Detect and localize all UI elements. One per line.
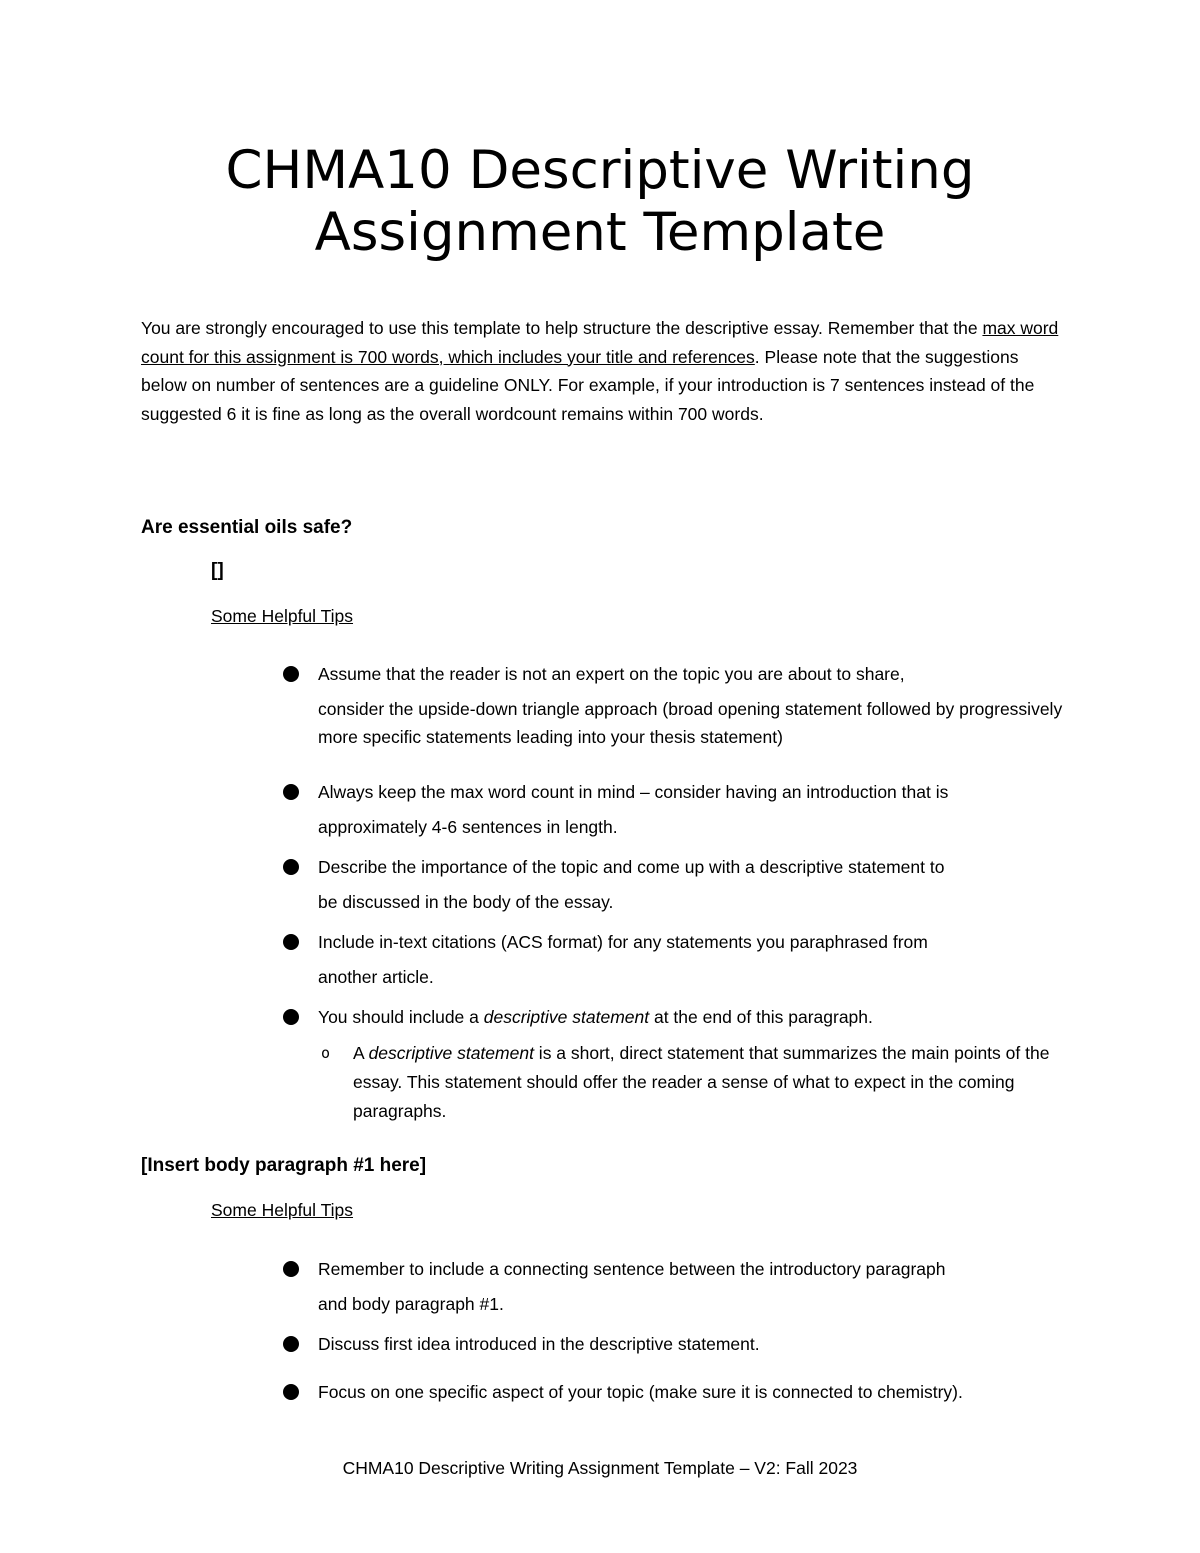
bullet-dot-icon xyxy=(283,666,299,682)
bullet-dot-icon xyxy=(283,1336,299,1352)
intro-text-1: You are strongly encouraged to use this template to help structure the descriptive essay. Remember that the xyxy=(141,318,983,338)
title-line-2: Assignment Template xyxy=(314,202,886,263)
intro-underlined-text: max word count for this assignment is 700 words, which includes your title and references xyxy=(141,318,1059,367)
list-item-text: Discuss first idea introduced in the descriptive statement. xyxy=(318,1334,760,1354)
tips-list xyxy=(283,1255,1063,1414)
list-item xyxy=(283,660,1063,778)
sub-bullet-marker-icon: o xyxy=(321,1044,331,1062)
list-item-continuation: another article. xyxy=(318,967,434,987)
list-item xyxy=(283,928,1063,1003)
bullet-dot-icon xyxy=(283,784,299,800)
sub-list-item-emphasis: descriptive statement xyxy=(368,1043,534,1063)
list-item-continuation: be discussed in the body of the essay. xyxy=(318,892,614,912)
sub-list-item xyxy=(283,1039,1063,1126)
list-item xyxy=(283,853,1063,928)
intro-text-2: . Please note that the suggestions below on number of sentences are a guideline ONLY. For example, if your introduction is 7 sentences instead of the suggested 6 it is fine as long as the overall wordcount remains within 700 words. xyxy=(141,346,1035,424)
section-heading-essential-oils: Are essential oils safe? xyxy=(141,517,353,538)
tips-label: Some Helpful Tips xyxy=(211,606,354,626)
list-item-text: at the end of this paragraph. xyxy=(649,1007,873,1027)
list-item xyxy=(283,778,1063,853)
bullet-dot-icon xyxy=(283,934,299,950)
list-item-continuation: approximately 4-6 sentences in length. xyxy=(318,817,618,837)
bullet-dot-icon xyxy=(283,1009,299,1025)
tips-list xyxy=(283,660,1063,1126)
section-heading-body-paragraph-1: [Insert body paragraph #1 here] xyxy=(141,1155,427,1176)
list-item-text: Always keep the max word count in mind – consider having an introduction that is xyxy=(318,782,949,802)
title-line-1: CHMA10 Descriptive Writing xyxy=(225,140,975,201)
bullet-dot-icon xyxy=(283,859,299,875)
list-item-text: Remember to include a connecting sentence between the introductory paragraph xyxy=(318,1259,946,1279)
tips-label: Some Helpful Tips xyxy=(211,1200,354,1220)
sub-list-item-text: A xyxy=(353,1043,369,1063)
list-item-emphasis: descriptive statement xyxy=(483,1007,650,1027)
section-placeholder: [] xyxy=(211,560,224,581)
list-item-continuation: consider the upside-down triangle approach (broad opening statement followed by progressively more specific statements leading into your thesis statement) xyxy=(318,699,1063,747)
sub-list-item-text: is a short, direct statement that summarizes the main points of the essay. This statement should offer the reader a sense of what to expect in the coming paragraphs. xyxy=(353,1043,1050,1121)
list-item-text: Include in-text citations (ACS format) for any statements you paraphrased from xyxy=(318,932,928,952)
list-item-text: Assume that the reader is not an expert on the topic you are about to share, xyxy=(318,664,905,684)
bullet-dot-icon xyxy=(283,1261,299,1277)
page-title xyxy=(140,140,1060,264)
list-item-text: Describe the importance of the topic and come up with a descriptive statement to xyxy=(318,857,945,877)
intro-paragraph xyxy=(141,314,1061,428)
list-item-continuation: and body paragraph #1. xyxy=(318,1294,504,1314)
list-item xyxy=(283,1003,1063,1039)
bullet-dot-icon xyxy=(283,1384,299,1400)
list-item xyxy=(283,1378,1063,1414)
list-item xyxy=(283,1330,1063,1378)
list-item-text: Focus on one specific aspect of your topic (make sure it is connected to chemistry). xyxy=(318,1382,963,1402)
list-item xyxy=(283,1255,1063,1330)
list-item-text: You should include a xyxy=(318,1007,484,1027)
page-footer: CHMA10 Descriptive Writing Assignment Template – V2: Fall 2023 xyxy=(342,1458,858,1478)
